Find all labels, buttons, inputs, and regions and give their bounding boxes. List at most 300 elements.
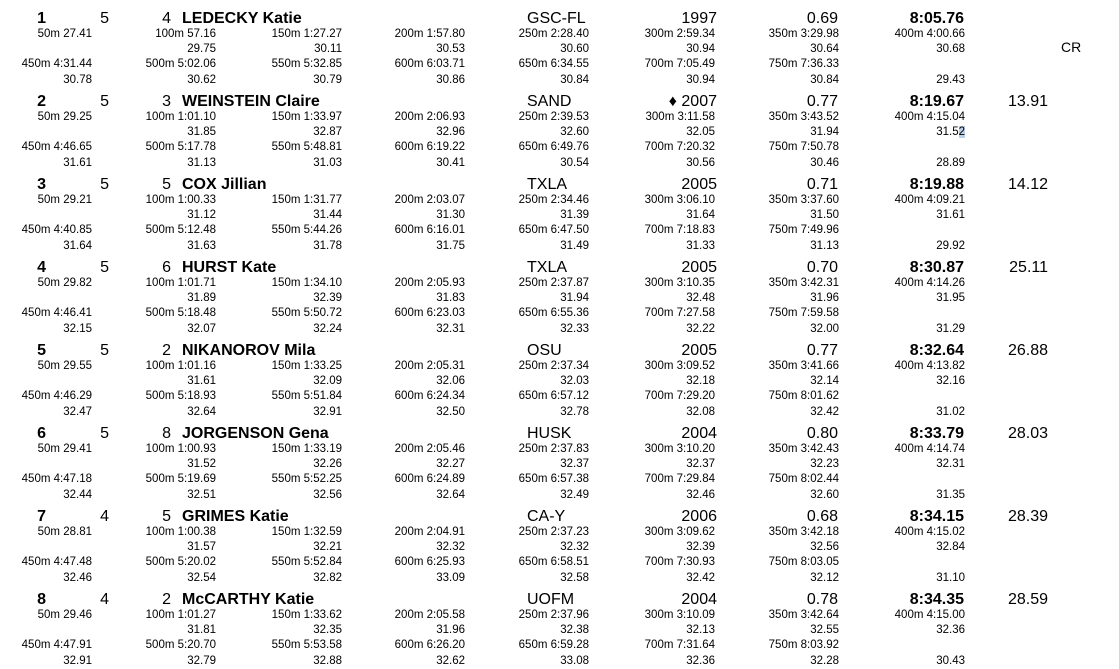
- split-lap: 29.75: [187, 43, 216, 55]
- split-lap: 32.15: [63, 323, 92, 335]
- split-lap: 32.07: [187, 323, 216, 335]
- split-cumulative: 400m 4:09.21: [894, 194, 965, 206]
- lane: 4: [162, 10, 171, 27]
- split-cumulative: 100m 1:00.93: [145, 443, 216, 455]
- split-cumulative: 750m 8:02.44: [768, 473, 839, 485]
- split-lap: 32.12: [810, 572, 839, 584]
- split-cumulative: 250m 2:37.87: [518, 277, 589, 289]
- split-lap: 31.52: [187, 458, 216, 470]
- split-lap: 31.83: [436, 292, 465, 304]
- split-lap: 32.09: [313, 375, 342, 387]
- split-lap: 33.09: [436, 572, 465, 584]
- split-lap: 30.56: [686, 157, 715, 169]
- split-cumulative: 100m 1:01.27: [145, 609, 216, 621]
- split-lap: 32.18: [686, 375, 715, 387]
- split-cumulative: 400m 4:15.00: [894, 609, 965, 621]
- split-cumulative: 300m 3:10.09: [644, 609, 715, 621]
- final-time: 8:30.87: [909, 259, 964, 276]
- split-lap: 32.91: [313, 406, 342, 418]
- split-cumulative: 350m 3:42.18: [768, 526, 839, 538]
- split-lap: 31.12: [187, 209, 216, 221]
- split-lap: 32.22: [686, 323, 715, 335]
- split-lap: 32.06: [436, 375, 465, 387]
- swimmer-name: NIKANOROV Mila: [182, 342, 316, 359]
- split-lap: 32.50: [436, 406, 465, 418]
- team: UOFM: [527, 591, 575, 608]
- split-lap: 32.05: [686, 126, 715, 138]
- split-cumulative: 150m 1:31.77: [271, 194, 342, 206]
- split-cumulative: 600m 6:16.01: [394, 224, 465, 236]
- split-cumulative: 750m 7:36.33: [768, 58, 839, 70]
- birth-year: 2004: [681, 591, 717, 608]
- split-lap: 32.36: [686, 655, 715, 667]
- swimmer-name: LEDECKY Katie: [182, 10, 302, 27]
- heat: 5: [100, 176, 109, 193]
- reaction-time: 0.80: [806, 425, 838, 442]
- split-cumulative: 400m 4:15.02: [894, 526, 965, 538]
- split-cumulative: 250m 2:37.83: [518, 443, 589, 455]
- split-cumulative: 100m 1:00.33: [145, 194, 216, 206]
- split-lap: 31.13: [187, 157, 216, 169]
- split-lap: 32.32: [560, 541, 589, 553]
- split-cumulative: 200m 2:05.93: [394, 277, 465, 289]
- split-lap: 30.43: [936, 655, 965, 667]
- reaction-time: 0.77: [806, 342, 838, 359]
- time-behind: 26.88: [1007, 342, 1048, 359]
- split-cumulative: 50m 27.41: [37, 28, 92, 40]
- split-lap: 31.64: [686, 209, 715, 221]
- place: 8: [37, 591, 46, 608]
- final-time: 8:32.64: [909, 342, 964, 359]
- split-lap: 32.49: [560, 489, 589, 501]
- place: 1: [37, 10, 46, 27]
- split-cumulative: 50m 29.55: [37, 360, 92, 372]
- split-cumulative: 450m 4:31.44: [21, 58, 92, 70]
- split-cumulative: 600m 6:24.34: [394, 390, 465, 402]
- split-cumulative: 750m 7:50.78: [768, 141, 839, 153]
- split-lap: 31.85: [187, 126, 216, 138]
- split-cumulative: 150m 1:33.19: [271, 443, 342, 455]
- split-cumulative: 100m 1:01.10: [145, 111, 216, 123]
- swimmer-result: [0, 83, 1119, 169]
- split-cumulative: 550m 5:52.84: [271, 556, 342, 568]
- split-cumulative: 650m 6:49.76: [518, 141, 589, 153]
- split-cumulative: 400m 4:14.74: [894, 443, 965, 455]
- split-lap: 32.58: [560, 572, 589, 584]
- split-lap: 31.30: [436, 209, 465, 221]
- split-cumulative: 300m 2:59.34: [644, 28, 715, 40]
- split-cumulative: 50m 28.81: [37, 526, 92, 538]
- reaction-time: 0.78: [806, 591, 838, 608]
- split-cumulative: 400m 4:13.82: [894, 360, 965, 372]
- split-lap: 31.63: [187, 240, 216, 252]
- split-cumulative: 500m 5:20.70: [145, 639, 216, 651]
- split-lap: 32.00: [810, 323, 839, 335]
- split-lap: 31.61: [936, 209, 965, 221]
- split-lap: 32.26: [313, 458, 342, 470]
- split-cumulative: 250m 2:39.53: [518, 111, 589, 123]
- split-cumulative: 700m 7:31.64: [644, 639, 715, 651]
- split-lap: 30.46: [810, 157, 839, 169]
- reaction-time: 0.68: [806, 508, 838, 525]
- split-cumulative: 150m 1:34.10: [271, 277, 342, 289]
- split-lap: 29.43: [936, 74, 965, 86]
- split-cumulative: 600m 6:25.93: [394, 556, 465, 568]
- split-lap: 32.78: [560, 406, 589, 418]
- split-lap: 32.62: [436, 655, 465, 667]
- split-lap: 32.54: [187, 572, 216, 584]
- reaction-time: 0.69: [806, 10, 838, 27]
- swimmer-result: [0, 166, 1119, 252]
- split-lap: 32.33: [560, 323, 589, 335]
- split-cumulative: 300m 3:11.58: [645, 111, 715, 123]
- split-lap: 30.60: [560, 43, 589, 55]
- time-behind: 28.03: [1007, 425, 1048, 442]
- split-cumulative: 600m 6:26.20: [394, 639, 465, 651]
- split-cumulative: 700m 7:27.58: [644, 307, 715, 319]
- split-cumulative: 200m 1:57.80: [394, 28, 465, 40]
- split-lap: 32.46: [63, 572, 92, 584]
- final-time: 8:34.15: [909, 508, 964, 525]
- split-cumulative: 600m 6:19.22: [394, 141, 465, 153]
- split-lap: 31.35: [936, 489, 965, 501]
- split-cumulative: 450m 4:46.41: [21, 307, 92, 319]
- split-lap: 30.54: [560, 157, 589, 169]
- split-cumulative: 250m 2:37.96: [518, 609, 589, 621]
- split-cumulative: 500m 5:12.48: [145, 224, 216, 236]
- split-lap: 30.64: [810, 43, 839, 55]
- split-lap: 32.88: [313, 655, 342, 667]
- split-cumulative: 250m 2:37.23: [518, 526, 589, 538]
- split-cumulative: 350m 3:42.64: [768, 609, 839, 621]
- split-lap: 28.89: [936, 157, 965, 169]
- swimmer-result: [0, 581, 1119, 667]
- lane: 5: [162, 508, 171, 525]
- split-lap: 32.28: [810, 655, 839, 667]
- split-lap: 30.79: [313, 74, 342, 86]
- team: TXLA: [527, 259, 568, 276]
- split-cumulative: 550m 5:50.72: [271, 307, 342, 319]
- split-cumulative: 350m 3:29.98: [768, 28, 839, 40]
- split-lap: 31.61: [187, 375, 216, 387]
- time-behind: 14.12: [1007, 176, 1048, 193]
- split-cumulative: 650m 6:57.38: [518, 473, 589, 485]
- final-time: 8:34.35: [909, 591, 964, 608]
- team: SAND: [527, 93, 572, 110]
- split-lap: 31.61: [63, 157, 92, 169]
- split-lap: 32.08: [686, 406, 715, 418]
- birth-year: 2006: [681, 508, 717, 525]
- split-cumulative: 550m 5:44.26: [271, 224, 342, 236]
- split-cumulative: 500m 5:20.02: [145, 556, 216, 568]
- split-lap: 31.81: [187, 624, 216, 636]
- place: 2: [37, 93, 46, 110]
- swimmer-result: [0, 498, 1119, 584]
- lane: 3: [162, 93, 171, 110]
- split-lap: 32.79: [187, 655, 216, 667]
- split-cumulative: 450m 4:46.29: [21, 390, 92, 402]
- split-lap: 31.03: [313, 157, 342, 169]
- split-cumulative: 350m 3:42.43: [768, 443, 839, 455]
- split-cumulative: 450m 4:46.65: [21, 141, 92, 153]
- split-lap-selected: 31.52: [936, 126, 965, 138]
- heat: 5: [100, 425, 109, 442]
- birth-year: 2004: [681, 425, 717, 442]
- split-cumulative: 200m 2:04.91: [394, 526, 465, 538]
- split-lap: 30.94: [686, 74, 715, 86]
- split-cumulative: 150m 1:33.62: [271, 609, 342, 621]
- split-cumulative: 50m 29.41: [37, 443, 92, 455]
- birth-year: 2005: [681, 176, 717, 193]
- split-cumulative: 150m 1:27.27: [271, 28, 342, 40]
- split-lap: 31.33: [686, 240, 715, 252]
- split-lap: 32.24: [313, 323, 342, 335]
- swimmer-result: [0, 332, 1119, 418]
- split-cumulative: 200m 2:03.07: [394, 194, 465, 206]
- split-lap: 32.03: [560, 375, 589, 387]
- split-cumulative: 650m 6:47.50: [518, 224, 589, 236]
- split-cumulative: 500m 5:18.48: [145, 307, 216, 319]
- birth-year: ♦ 2007: [668, 93, 717, 110]
- split-lap: 32.21: [313, 541, 342, 553]
- lane: 6: [162, 259, 171, 276]
- split-lap: 30.62: [187, 74, 216, 86]
- split-lap: 32.37: [686, 458, 715, 470]
- heat: 4: [100, 591, 109, 608]
- final-time: 8:33.79: [909, 425, 964, 442]
- split-lap: 32.31: [936, 458, 965, 470]
- swimmer-name: COX Jillian: [182, 176, 267, 193]
- split-lap: 31.94: [810, 126, 839, 138]
- split-cumulative: 300m 3:09.62: [644, 526, 715, 538]
- split-lap: 31.10: [936, 572, 965, 584]
- swimmer-name: McCARTHY Katie: [182, 591, 315, 608]
- split-lap: 32.42: [686, 572, 715, 584]
- split-lap: 30.94: [686, 43, 715, 55]
- birth-year: 1997: [681, 10, 717, 27]
- swimmer-name: HURST Kate: [182, 259, 277, 276]
- split-cumulative: 150m 1:33.97: [271, 111, 342, 123]
- split-lap: 31.96: [810, 292, 839, 304]
- split-cumulative: 100m 1:01.16: [145, 360, 216, 372]
- split-lap: 30.84: [810, 74, 839, 86]
- place: 7: [37, 508, 46, 525]
- split-cumulative: 50m 29.25: [37, 111, 92, 123]
- split-lap: 32.42: [810, 406, 839, 418]
- time-behind: 28.59: [1007, 591, 1048, 608]
- split-lap: 31.96: [436, 624, 465, 636]
- split-lap: 31.94: [560, 292, 589, 304]
- split-cumulative: 600m 6:03.71: [394, 58, 465, 70]
- lane: 2: [162, 591, 171, 608]
- split-lap: 31.78: [313, 240, 342, 252]
- split-lap: 30.41: [436, 157, 465, 169]
- split-cumulative: 350m 3:37.60: [768, 194, 839, 206]
- split-cumulative: 100m 1:00.38: [145, 526, 216, 538]
- split-cumulative: 100m 1:01.71: [145, 277, 216, 289]
- split-cumulative: 500m 5:18.93: [145, 390, 216, 402]
- split-cumulative: 300m 3:10.35: [644, 277, 715, 289]
- split-cumulative: 650m 6:55.36: [518, 307, 589, 319]
- split-lap: 32.84: [936, 541, 965, 553]
- split-lap: 32.55: [810, 624, 839, 636]
- split-cumulative: 350m 3:41.66: [768, 360, 839, 372]
- split-lap: 32.47: [63, 406, 92, 418]
- split-cumulative: 200m 2:06.93: [394, 111, 465, 123]
- split-cumulative: 700m 7:29.84: [644, 473, 715, 485]
- lane: 8: [162, 425, 171, 442]
- split-cumulative: 700m 7:30.93: [644, 556, 715, 568]
- split-cumulative: 200m 2:05.31: [394, 360, 465, 372]
- heat: 5: [100, 259, 109, 276]
- split-lap: 30.53: [436, 43, 465, 55]
- split-cumulative: 750m 7:49.96: [768, 224, 839, 236]
- split-lap: 29.92: [936, 240, 965, 252]
- split-lap: 32.60: [560, 126, 589, 138]
- split-lap: 32.27: [436, 458, 465, 470]
- split-lap: 32.96: [436, 126, 465, 138]
- split-lap: 31.89: [187, 292, 216, 304]
- time-behind: 13.91: [1007, 93, 1048, 110]
- split-cumulative: 200m 2:05.46: [394, 443, 465, 455]
- split-cumulative: 300m 3:09.52: [644, 360, 715, 372]
- split-lap: 33.08: [560, 655, 589, 667]
- reaction-time: 0.71: [806, 176, 838, 193]
- split-cumulative: 650m 6:34.55: [518, 58, 589, 70]
- split-lap: 31.64: [63, 240, 92, 252]
- reaction-time: 0.77: [806, 93, 838, 110]
- split-cumulative: 550m 5:32.85: [271, 58, 342, 70]
- split-cumulative: 700m 7:05.49: [644, 58, 715, 70]
- place: 6: [37, 425, 46, 442]
- split-cumulative: 400m 4:15.04: [894, 111, 965, 123]
- split-lap: 32.13: [686, 624, 715, 636]
- split-cumulative: 750m 8:01.62: [768, 390, 839, 402]
- heat: 5: [100, 342, 109, 359]
- split-cumulative: 250m 2:34.46: [518, 194, 589, 206]
- team: TXLA: [527, 176, 568, 193]
- split-lap: 32.37: [560, 458, 589, 470]
- split-lap: 32.46: [686, 489, 715, 501]
- split-lap: 30.78: [63, 74, 92, 86]
- split-cumulative: 50m 29.46: [37, 609, 92, 621]
- split-lap: 32.82: [313, 572, 342, 584]
- split-lap: 30.11: [314, 43, 342, 55]
- split-cumulative: 250m 2:28.40: [518, 28, 589, 40]
- split-lap: 32.36: [936, 624, 965, 636]
- split-cumulative: 750m 8:03.05: [768, 556, 839, 568]
- split-cumulative: 350m 3:42.31: [768, 277, 839, 289]
- split-lap: 32.39: [313, 292, 342, 304]
- split-cumulative: 750m 8:03.92: [768, 639, 839, 651]
- birth-year: 2005: [681, 342, 717, 359]
- split-cumulative: 700m 7:29.20: [644, 390, 715, 402]
- split-lap: 32.32: [436, 541, 465, 553]
- split-cumulative: 50m 29.82: [37, 277, 92, 289]
- split-cumulative: 650m 6:57.12: [518, 390, 589, 402]
- final-time: 8:19.88: [909, 176, 964, 193]
- split-lap: 32.14: [810, 375, 839, 387]
- split-cumulative: 200m 2:05.58: [394, 609, 465, 621]
- reaction-time: 0.70: [806, 259, 838, 276]
- split-cumulative: 500m 5:02.06: [145, 58, 216, 70]
- split-cumulative: 50m 29.21: [37, 194, 92, 206]
- heat: 4: [100, 508, 109, 525]
- split-lap: 32.51: [187, 489, 216, 501]
- split-lap: 31.39: [560, 209, 589, 221]
- split-lap: 30.86: [436, 74, 465, 86]
- split-lap: 32.56: [810, 541, 839, 553]
- swimmer-result: [0, 415, 1119, 501]
- split-lap: 30.84: [560, 74, 589, 86]
- record-label: CR: [1061, 39, 1082, 55]
- split-cumulative: 500m 5:17.78: [145, 141, 216, 153]
- final-time: 8:19.67: [909, 93, 964, 110]
- split-cumulative: 150m 1:32.59: [271, 526, 342, 538]
- lane: 2: [162, 342, 171, 359]
- split-cumulative: 300m 3:06.10: [644, 194, 715, 206]
- split-cumulative: 450m 4:47.18: [21, 473, 92, 485]
- split-lap: 32.35: [313, 624, 342, 636]
- team: HUSK: [527, 425, 572, 442]
- split-lap: 32.87: [313, 126, 342, 138]
- split-cumulative: 150m 1:33.25: [271, 360, 342, 372]
- team: GSC-FL: [527, 10, 586, 27]
- split-lap: 32.91: [63, 655, 92, 667]
- split-lap: 32.64: [436, 489, 465, 501]
- split-cumulative: 250m 2:37.34: [518, 360, 589, 372]
- split-cumulative: 600m 6:23.03: [394, 307, 465, 319]
- split-lap: 32.39: [686, 541, 715, 553]
- split-lap: 32.16: [936, 375, 965, 387]
- split-cumulative: 750m 7:59.58: [768, 307, 839, 319]
- split-cumulative: 450m 4:40.85: [21, 224, 92, 236]
- place: 3: [37, 176, 46, 193]
- final-time: 8:05.76: [909, 10, 964, 27]
- split-lap: 32.64: [187, 406, 216, 418]
- split-lap: 31.50: [810, 209, 839, 221]
- split-lap: 32.31: [436, 323, 465, 335]
- place: 5: [37, 342, 46, 359]
- split-cumulative: 550m 5:48.81: [271, 141, 342, 153]
- split-lap: 31.44: [313, 209, 342, 221]
- split-lap: 31.49: [560, 240, 589, 252]
- split-lap: 32.60: [810, 489, 839, 501]
- split-cumulative: 550m 5:51.84: [271, 390, 342, 402]
- swimmer-name: WEINSTEIN Claire: [182, 93, 320, 110]
- split-cumulative: 650m 6:59.28: [518, 639, 589, 651]
- time-behind: 28.39: [1007, 508, 1048, 525]
- split-lap: 31.29: [936, 323, 965, 335]
- split-cumulative: 400m 4:14.26: [894, 277, 965, 289]
- split-lap: 32.23: [810, 458, 839, 470]
- split-cumulative: 450m 4:47.48: [21, 556, 92, 568]
- split-cumulative: 700m 7:18.83: [644, 224, 715, 236]
- place: 4: [37, 259, 46, 276]
- split-cumulative: 550m 5:53.58: [271, 639, 342, 651]
- lane: 5: [162, 176, 171, 193]
- split-lap: 32.44: [63, 489, 92, 501]
- split-cumulative: 600m 6:24.89: [394, 473, 465, 485]
- team: OSU: [527, 342, 562, 359]
- heat: 5: [100, 10, 109, 27]
- text-selection: 2: [958, 126, 965, 138]
- split-lap: 32.48: [686, 292, 715, 304]
- split-cumulative: 100m 57.16: [155, 28, 216, 40]
- split-cumulative: 700m 7:20.32: [644, 141, 715, 153]
- split-lap: 31.95: [936, 292, 965, 304]
- time-behind: 25.11: [1009, 259, 1048, 276]
